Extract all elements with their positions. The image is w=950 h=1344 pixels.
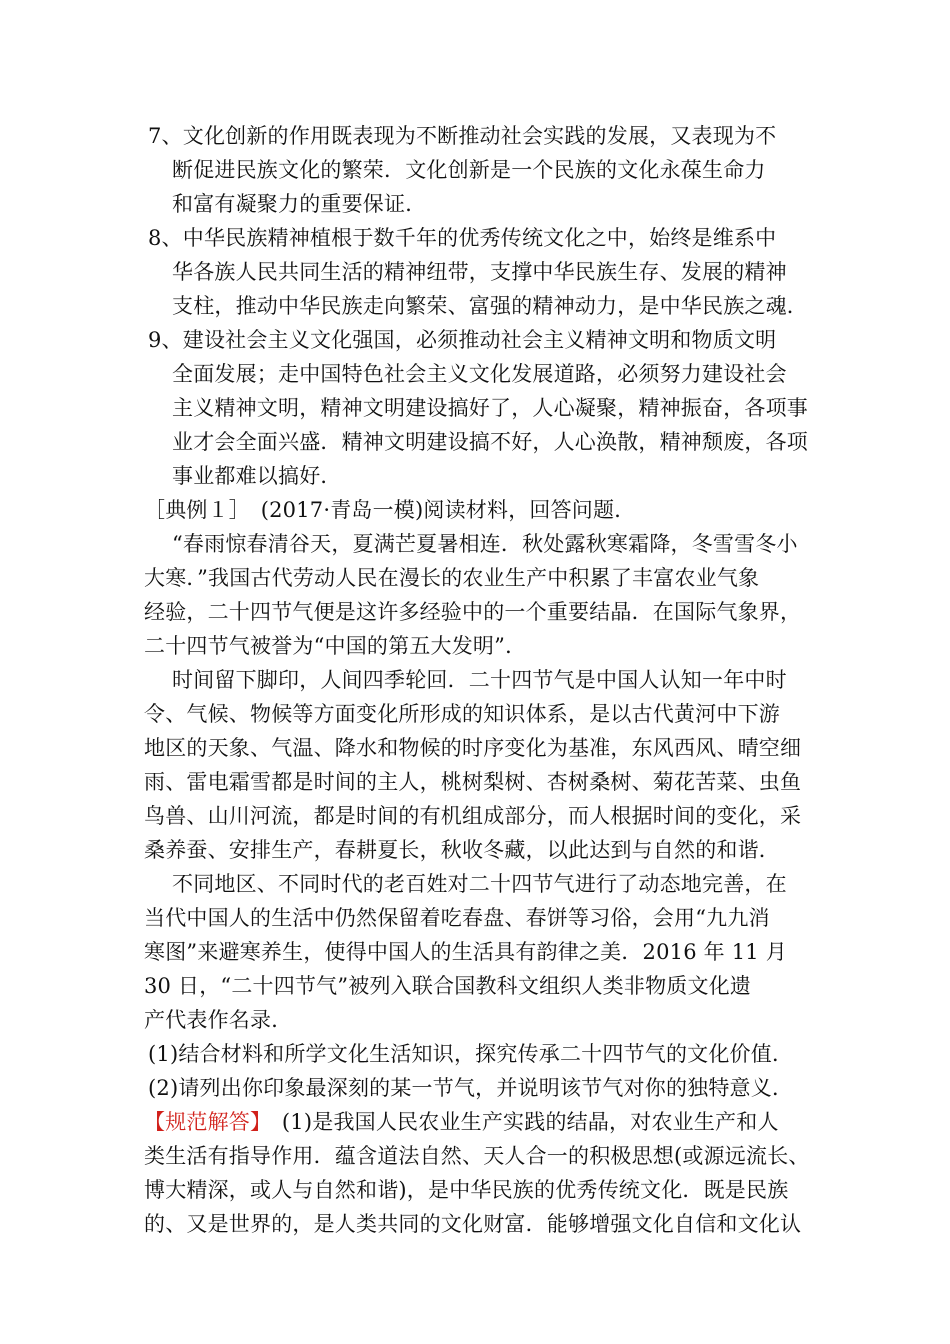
answer-line-4: 的、又是世界的，是人类共同的文化财富．能够增强文化自信和文化认 (144, 1212, 802, 1236)
para1-line-1: “春雨惊春清谷天，夏满芒夏暑相连．秋处露秋寒霜降，冬雪雪冬小 (172, 532, 798, 556)
para1-line-2: 大寒．”我国古代劳动人民在漫长的农业生产中积累了丰富农业气象 (144, 566, 760, 590)
answer-line-3: 博大精深，或人与自然和谐)，是中华民族的优秀传统文化．既是民族 (144, 1178, 789, 1202)
para1-line-4: 二十四节气被誉为“中国的第五大发明”． (144, 634, 527, 658)
item7-line-3: 和富有凝聚力的重要保证． (172, 192, 427, 216)
item7-line-1: 7、文化创新的作用既表现为不断推动社会实践的发展，又表现为不 (148, 124, 777, 148)
item9-line-4: 业才会全面兴盛．精神文明建设搞不好，人心涣散，精神颓废，各项 (172, 430, 808, 454)
para1-line-3: 经验，二十四节气便是这许多经验中的一个重要结晶．在国际气象界， (144, 600, 802, 624)
para3-line-4: 30 日，“二十四节气”被列入联合国教科文组织人类非物质文化遗 (144, 974, 752, 998)
answer-line-2: 类生活有指导作用．蕴含道法自然、天人合一的积极思想(或源远流长、 (144, 1144, 810, 1168)
para3-line-1: 不同地区、不同时代的老百姓对二十四节气进行了动态地完善，在 (172, 872, 787, 896)
question-1: (1)结合材料和所学文化生活知识，探究传承二十四节气的文化价值． (148, 1042, 794, 1066)
para2-line-3: 地区的天象、气温、降水和物候的时序变化为基准，东风西风、晴空细 (144, 736, 802, 760)
para2-line-5: 鸟兽、山川河流，都是时间的有机组成部分，而人根据时间的变化，采 (144, 804, 802, 828)
para2-line-1: 时间留下脚印，人间四季轮回．二十四节气是中国人认知一年中时 (172, 668, 787, 692)
item7-line-2: 断促进民族文化的繁荣．文化创新是一个民族的文化永葆生命力 (172, 158, 766, 182)
question-2: (2)请列出你印象最深刻的某一节气，并说明该节气对你的独特意义． (148, 1076, 794, 1100)
item9-line-3: 主义精神文明，精神文明建设搞好了，人心凝聚，精神振奋，各项事 (172, 396, 808, 420)
para3-line-5: 产代表作名录． (144, 1008, 293, 1032)
answer-first-line (144, 1108, 779, 1136)
example-header: ［典例１］ (2017·青岛一模)阅读材料，回答问题． (144, 498, 636, 522)
item9-line-5: 事业都难以搞好． (172, 464, 342, 488)
answer-first-line-text: (1)是我国人民农业生产实践的结晶，对农业生产和人 (260, 1110, 779, 1134)
item8-line-3: 支柱，推动中华民族走向繁荣、富强的精神动力，是中华民族之魂． (172, 294, 808, 318)
para3-line-2: 当代中国人的生活中仍然保留着吃春盘、春饼等习俗，会用“九九消 (144, 906, 770, 930)
item8-line-1: 8、中华民族精神植根于数千年的优秀传统文化之中，始终是维系中 (148, 226, 777, 250)
item8-line-2: 华各族人民共同生活的精神纽带，支撑中华民族生存、发展的精神 (172, 260, 787, 284)
item9-line-1: 9、建设社会主义文化强国，必须推动社会主义精神文明和物质文明 (148, 328, 777, 352)
para2-line-6: 桑养蚕、安排生产，春耕夏长，秋收冬藏，以此达到与自然的和谐． (144, 838, 780, 862)
item9-line-2: 全面发展；走中国特色社会主义文化发展道路，必须努力建设社会 (172, 362, 787, 386)
para3-line-3: 寒图”来避寒养生，使得中国人的生活具有韵律之美．2016 年 11 月 (144, 940, 787, 964)
answer-label: 【规范解答】 (144, 1110, 261, 1134)
para2-line-2: 令、气候、物候等方面变化所形成的知识体系，是以古代黄河中下游 (144, 702, 780, 726)
para2-line-4: 雨、雷电霜雪都是时间的主人，桃树梨树、杏树桑树、菊花苦菜、虫鱼 (144, 770, 802, 794)
